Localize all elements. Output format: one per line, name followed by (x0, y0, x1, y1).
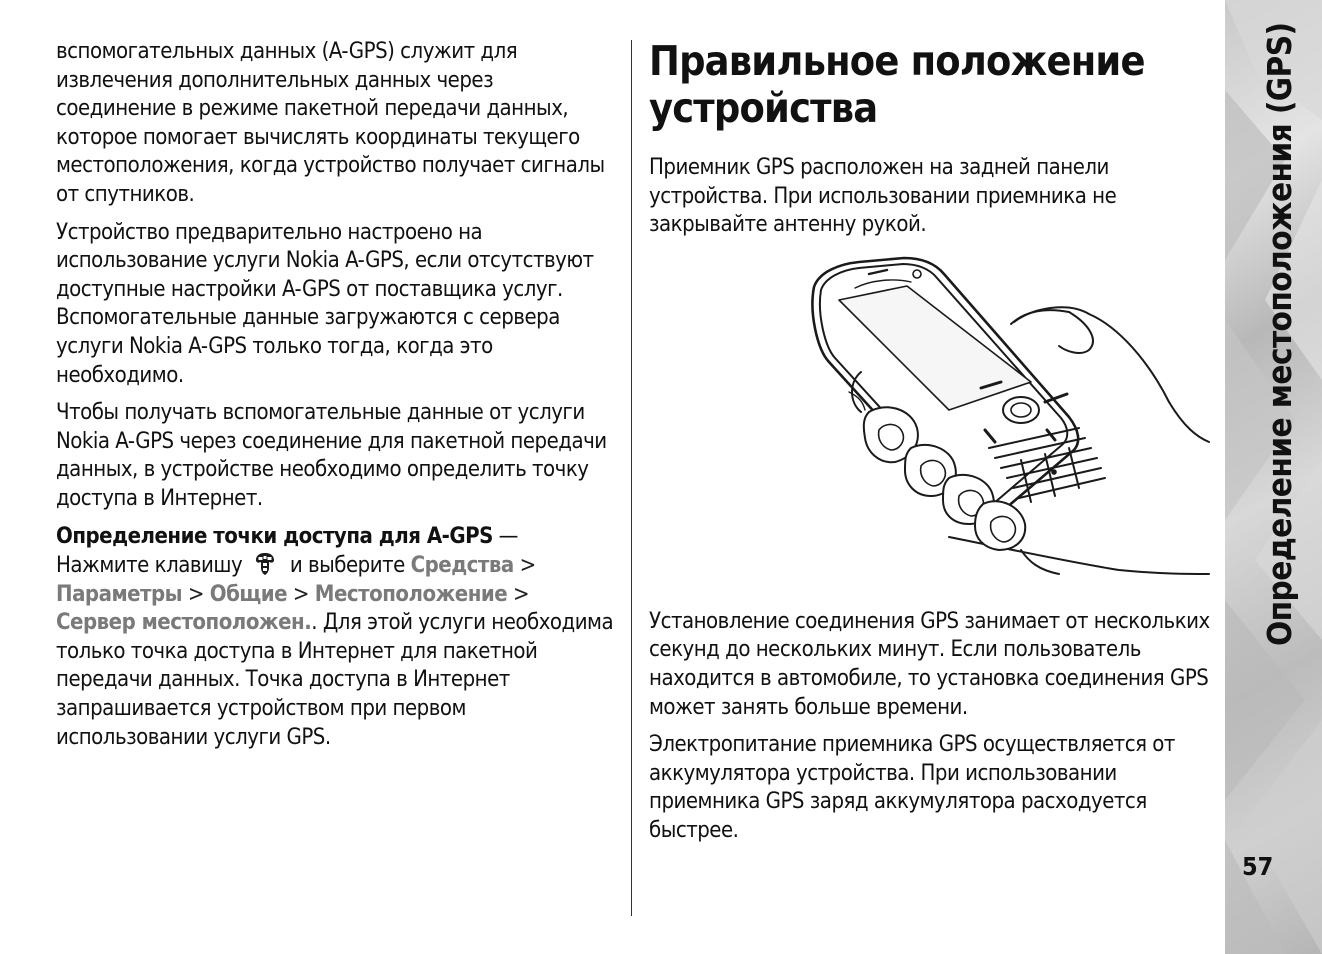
paragraph-define-access-point (56, 523, 618, 753)
menu-path-positioning-server: Сервер местоположен. (56, 610, 312, 636)
page-title: Правильное положение устройства (649, 37, 1145, 132)
em-dash: — (492, 523, 518, 549)
paragraph-power-supply: Электропитание приемника GPS осуществляется от аккумулятора устройства. При использовании приемника GPS заряд аккумулятора расходуется быстрее. (649, 732, 1175, 843)
access-point-explanation: . Для этой услуги необходима только точка доступа в Интернет для пакетной передачи данных. Точка доступа в Интернет запрашивается устройством при первом использовании услуги GPS. (56, 610, 614, 750)
menu-separator: > (519, 553, 536, 579)
menu-path-general: Общие (209, 581, 288, 607)
paragraph-connection-time: Установление соединения GPS занимает от нескольких секунд до нескольких минут. Если пользователь находится в автомобиле, то установка соединения GPS может занять больше времени. (649, 608, 1210, 720)
press-key-text: Нажмите клавишу (56, 553, 243, 579)
menu-path-settings: Параметры (56, 581, 183, 607)
paragraph-nokia-agps: Устройство предварительно настроено на использование услуги Nokia A-GPS, если отсутствуют доступные настройки A-GPS от поставщика услуг. Вспомогательные данные загружаются с сервера услуги Nokia A-GPS только тогда, когда это необходимо. (56, 219, 594, 388)
menu-key-icon (252, 551, 278, 577)
menu-path-positioning: Местоположение (314, 581, 508, 607)
paragraph-access-point: Чтобы получать вспомогательные данные от услуги Nokia A-GPS через соединение для пакетной передачи данных, в устройстве необходимо определить точку доступа в Интернет. (56, 400, 607, 511)
paragraph-agps-intro: вспомогательных данных (A-GPS) служит для извлечения дополнительных данных через соединение в режиме пакетной передачи данных, которое помогает вычислять координаты текущего местоположения, когда устройство получает сигналы от спутников. (56, 39, 605, 207)
left-column (56, 38, 618, 761)
menu-separator: > (292, 581, 309, 607)
hand-holding-phone-illustration (649, 252, 1214, 582)
menu-separator: > (513, 581, 530, 607)
section-heading-access-point: Определение точки доступа для A-GPS (56, 523, 493, 549)
menu-separator: > (187, 581, 204, 607)
menu-path-tools: Средства (410, 553, 514, 579)
chapter-sidebar (1225, 0, 1322, 954)
right-column (649, 38, 1214, 855)
paragraph-receiver-location: Приемник GPS расположен на задней панели устройства. При использовании приемника не закрывайте антенну рукой. (649, 155, 1117, 238)
page-number: 57 (1242, 852, 1274, 881)
and-select-text: и выберите (289, 553, 405, 579)
column-divider (631, 40, 632, 916)
chapter-title-vertical: Определение местоположения (GPS) (1260, 22, 1299, 646)
